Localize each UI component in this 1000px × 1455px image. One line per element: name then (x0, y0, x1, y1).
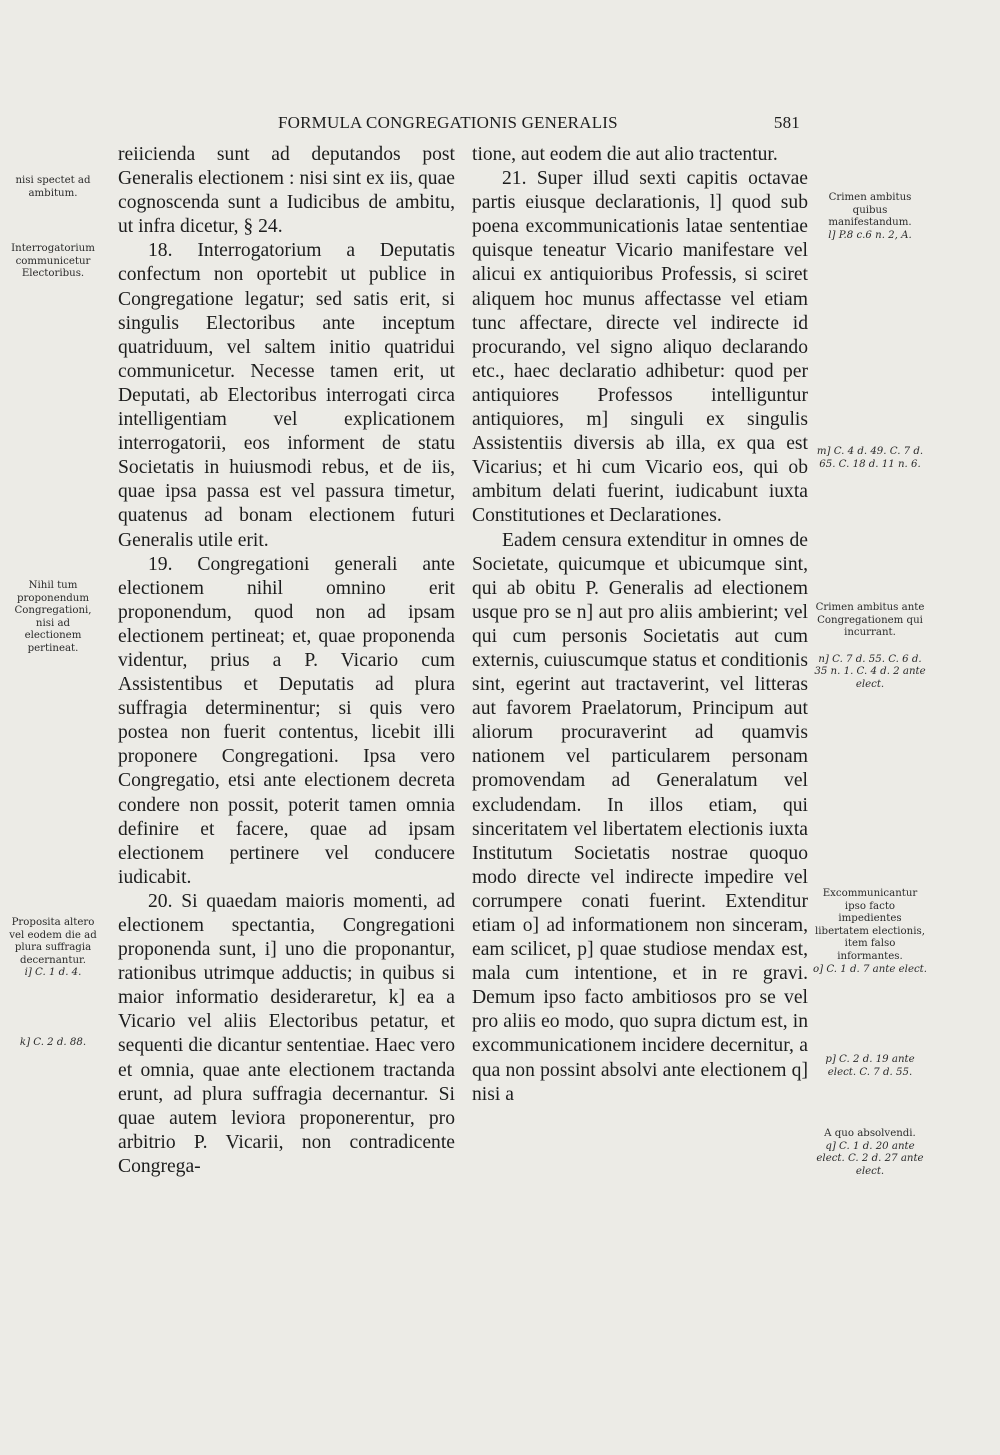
margin-reference: q] C. 1 d. 20 ante elect. C. 2 d. 27 ante elect. (816, 1140, 924, 1177)
paragraph: reiicienda sunt ad deputandos post Generalis electionem : nisi sint ex iis, quae cognoscenda sunt a Iudicibus de ambitu, ut infra dicetur, § 24. (118, 144, 455, 238)
margin-note (8, 243, 98, 281)
paragraph: 18. Interrogatorium a Deputatis confectum non oportebit ut publice in Congregatione legatur; sed satis erit, si singulis Electoribus ante inceptum quatriduum, vel saltem initio quatridui communicetur. Necesse tamen erit, ut Deputati, ab Electoribus interrogati circa intelligentiam vel explicationem interrogatorii, eos informent de statu Societatis in huiusmodi rebus, et de iis, quae ipsa passa est vel passura timetur, quatenus ad bonam electionem futuri Generalis utile erit. (118, 240, 455, 551)
margin-note (812, 192, 928, 242)
margin-reference: i] C. 1 d. 4. (24, 967, 82, 979)
margin-reference: l] P.8 c.6 n. 2, A. (828, 229, 912, 241)
margin-note (812, 602, 928, 692)
margin-note-text: Interrogatorium communicetur Electoribus. (11, 243, 95, 280)
paragraph: tione, aut eodem die aut alio tractentur. (472, 144, 778, 165)
paragraph: Eadem censura extenditur in omnes de Societate, quicumque et ubicumque sint, qui ab obitu P. Generalis ad electionem usque pro se n] aut pro aliis ambierint; vel qui cum personis Societatis aut cum externis, cuiuscumque status et conditionis sint, egerint aut tractaverint, vel litteras aut favorem Praelatorum, Principum aut aliorum procuraverint ad quamvis nationem vel particularem personam promovendam ad Generalatum vel excludendam. In illos etiam, qui sinceritatem vel libertatem electionis iuxta Institutum Societatis nostrae quoquo modo directe vel indirecte impedire vel corrumpere conati fuerint. Extenditur etiam o] ad informationem non sinceram, eam scilicet, p] quae studiose mendax est, mala cum intentione, et in re gravi. Demum ipso facto ambitiosos pro se vel pro aliis eo modo, quo supra dictum est, in excommunicationem incidere decernitur, a qua non possint absolvi ante electionem q] nisi a (472, 529, 808, 1105)
margin-reference: k] C. 2 d. 88. (19, 1037, 87, 1048)
margin-reference: m] C. 4 d. 49. C. 7 d. 65. C. 18 d. 11 n. 6. (816, 446, 924, 470)
margin-note-text: Excommunicantur ipso facto impedientes libertatem electionis, item falso informantes. (815, 888, 925, 962)
right-text-column (472, 143, 808, 1107)
margin-note-text: Crimen ambitus ante Congregationem qui incurrant. (815, 602, 925, 639)
margin-reference: o] C. 1 d. 7 ante elect. (812, 963, 928, 975)
paragraph: 20. Si quaedam maioris momenti, ad electionem spectantia, Congregationi proponenda sunt, i] uno die proponantur, rationibus utrimque adductis; in quibus si maior informatio desideraretur, k] ea a Vicario vel aliis Electoribus petatur, et sequenti die dicantur sententiae. Haec vero et omnia, quae ante electionem tractanda erunt, ad plura suffragia decernantur. Si quae autem leviora proponerentur, pro arbitrio P. Vicarii, non contradicente Congrega- (118, 890, 455, 1177)
paragraph: 21. Super illud sexti capitis octavae partis eiusque declarationis, l] quod sub poena excommunicationis latae sententiae quisque teneatur Vicario manifestare vel alicui ex antiquioribus Professis, si sciret aliquem hoc munus affectasse vel etiam tunc affectare, directe vel indirecte id procurando, vel signo aliquo declarando etc., haec declaratio adhibetur: quod per antiquiores Professos intelliguntur antiquiores, m] singuli ex singulis Assistentiis diversis ab illa, ex qua est Vicarius; et hi cum Vicario eos, qui ob ambitum delati fuerint, iudicabunt iuxta Constitutiones et Declarationes. (472, 168, 808, 527)
margin-note (8, 580, 98, 656)
margin-note-text: Nihil tum proponendum Congregationi, nisi ad electionem pertineat. (14, 580, 92, 654)
margin-note-text: Proposita altero vel eodem die ad plura suffragia decernantur. (9, 917, 97, 966)
margin-note-text: Crimen ambitus quibus manifestandum. (828, 192, 912, 229)
page-number: 581 (773, 113, 800, 132)
margin-note (8, 1037, 98, 1050)
left-text-column (118, 143, 455, 1179)
running-title: FORMULA CONGREGATIONIS GENERALIS (278, 113, 618, 132)
margin-note-text: A quo absolvendi. (824, 1128, 916, 1139)
margin-note-text: nisi spectet ad ambitum. (15, 175, 91, 199)
margin-note (8, 917, 98, 980)
margin-note (812, 1128, 928, 1178)
margin-reference: n] C. 7 d. 55. C. 6 d. 35 n. 1. C. 4 d. 2 ante elect. (814, 653, 926, 690)
margin-note (812, 1054, 928, 1079)
margin-note (812, 888, 928, 976)
margin-reference: p] C. 2 d. 19 ante elect. C. 7 d. 55. (825, 1054, 915, 1078)
paragraph: 19. Congregationi generali ante electionem nihil omnino erit proponendum, quod non ad ipsam electionem pertineat; et, quae proponenda videntur, prius a P. Vicario cum Assistentibus et Deputatis ad plura suffragia determinentur; si quis vero postea non fuerit contentus, licebit illi proponere Congregationi. Ipsa vero Congregatio, etsi ante electionem decreta condere non possit, poterit tamen omnia definire et facere, quae ad ipsam electionem pertinere vel conducere iudicabit. (118, 553, 455, 888)
margin-note (812, 446, 928, 471)
margin-note (8, 175, 98, 200)
